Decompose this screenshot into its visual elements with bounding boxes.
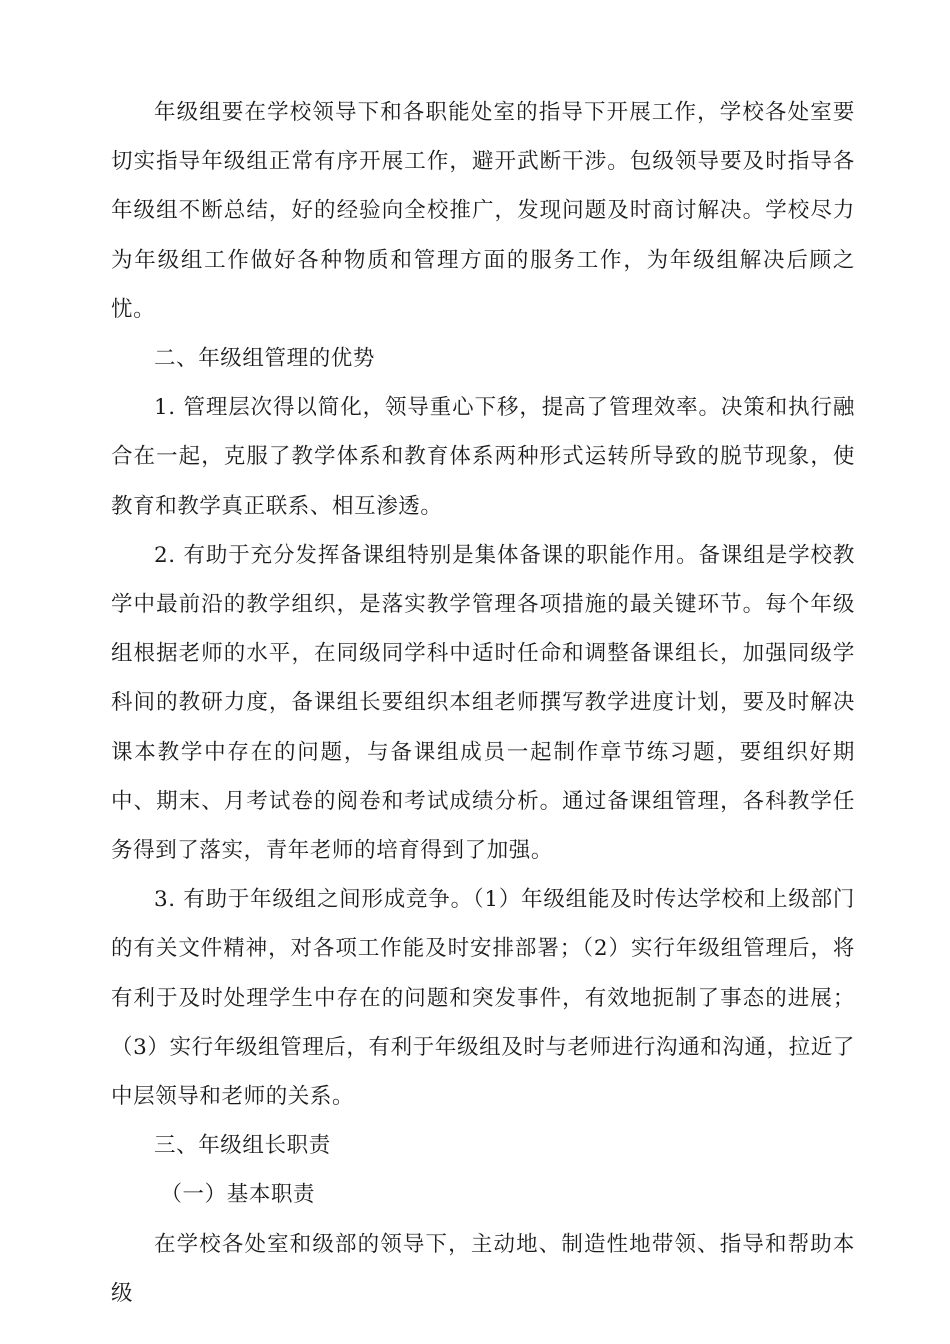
- paragraph-advantage-3: 3. 有助于年级组之间形成竞争。（1）年级组能及时传达学校和上级部门的有关文件精神，对各项工作能及时安排部署；（2）实行年级组管理后，将有利于及时处理学生中存在的问题和突发事件，有效地扼制了事态的进展；（3）实行年级组管理后，有利于年级组及时与老师进行沟通和沟通，拉近了中层领导和老师的关系。: [111, 887, 855, 1110]
- section-heading-2: 二、年级组管理的优势: [154, 346, 376, 372]
- document-body: [111, 88, 855, 1318]
- paragraph-intro: 年级组要在学校领导下和各职能处室的指导下开展工作，学校各处室要切实指导年级组正常有序开展工作，避开武断干涉。包级领导要及时指导各年级组不断总结，好的经验向全校推广，发现问题及时商讨解决。学校尽力为年级组工作做好各种物质和管理方面的服务工作，为年级组解决后顾之忧。: [111, 100, 855, 322]
- subsection-heading-1: （一）基本职责: [160, 1182, 316, 1208]
- paragraph-advantage-1: 1. 管理层次得以简化，领导重心下移，提高了管理效率。决策和执行融合在一起，克服了教学体系和教育体系两种形式运转所导致的脱节现象，使教育和教学真正联系、相互渗透。: [111, 395, 855, 519]
- section-heading-3: 三、年级组长职责: [154, 1133, 331, 1159]
- paragraph-basic-duties: 在学校各处室和级部的领导下，主动地、制造性地带领、指导和帮助本级: [111, 1231, 855, 1306]
- paragraph-advantage-2: 2. 有助于充分发挥备课组特别是集体备课的职能作用。备课组是学校教学中最前沿的教学组织，是落实教学管理各项措施的最关键环节。每个年级组根据老师的水平，在同级同学科中适时任命和调整备课组长，加强同级学科间的教研力度，备课组长要组织本组老师撰写教学进度计划，要及时解决课本教学中存在的问题，与备课组成员一起制作章节练习题，要组织好期中、期末、月考试卷的阅卷和考试成绩分析。通过备课组管理，各科教学任务得到了落实，青年老师的培育得到了加强。: [111, 542, 855, 864]
